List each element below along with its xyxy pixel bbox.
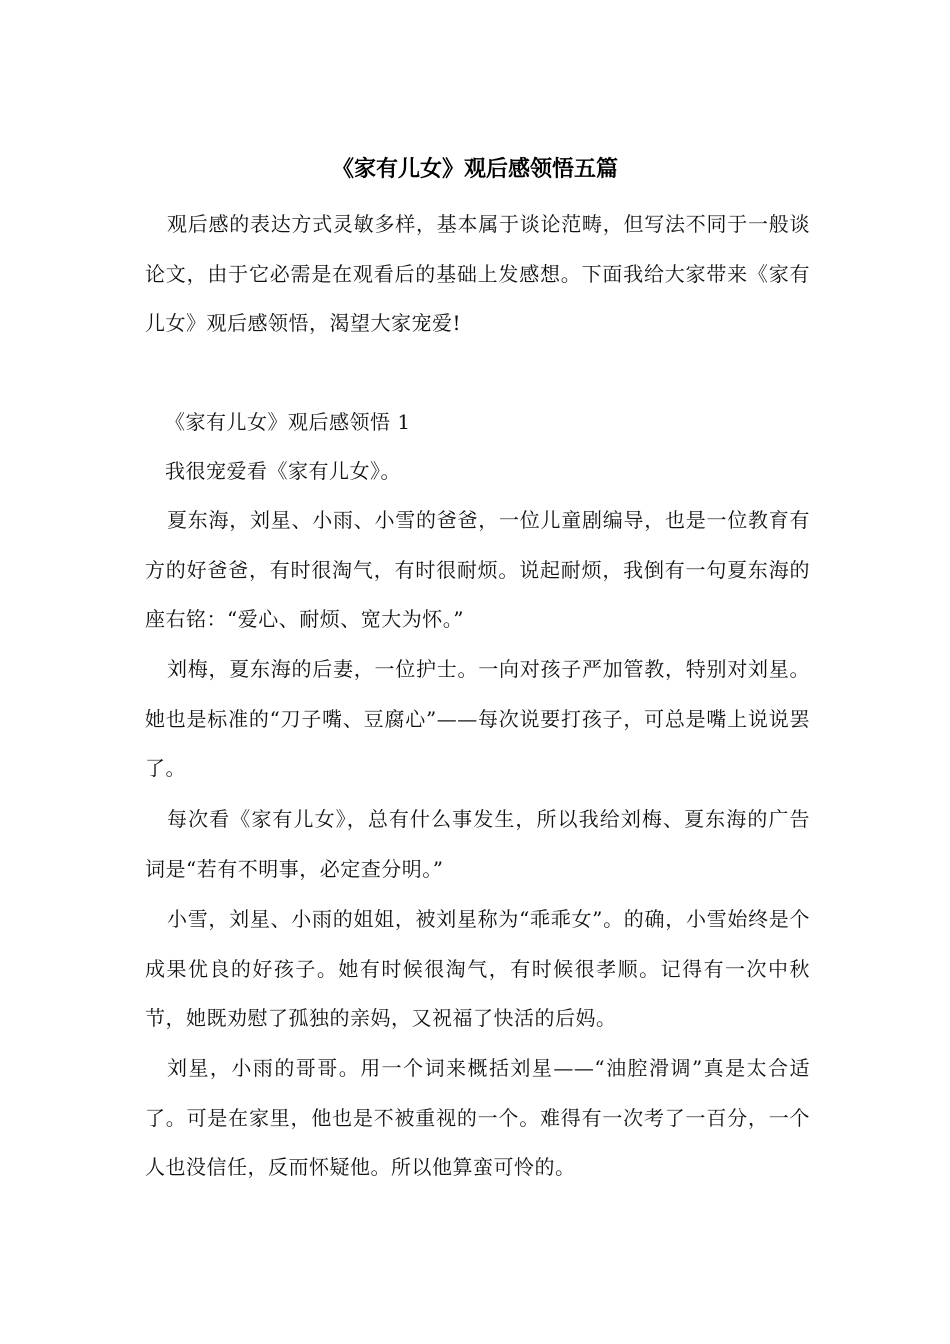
paragraph-4: 每次看《家有儿女》，总有什么事发生，所以我给刘梅、夏东海的广告词是“若有不明事，必定查分明。” [145,807,810,881]
paragraph-6: 刘星，小雨的哥哥。用一个词来概括刘星——“油腔滑调”真是太合适了。可是在家里，他也是不被重视的一个。难得有一次考了一百分，一个人也没信任，反而怀疑他。所以他算蛮可怜的。 [145,1056,810,1179]
paragraph-2: 夏东海，刘星、小雨、小雪的爸爸，一位儿童剧编导，也是一位教育有方的好爸爸，有时很淘气，有时很耐烦。说起耐烦，我倒有一句夏东海的座右铭：“爱心、耐烦、宽大为怀。” [145,508,810,631]
paragraph-5: 小雪，刘星、小雨的姐姐，被刘星称为“乖乖女”。的确，小雪始终是个成果优良的好孩子。她有时候很淘气，有时候很孝顺。记得有一次中秋节，她既劝慰了孤独的亲妈，又祝福了快活的后妈。 [145,907,810,1030]
paragraph-1: 我很宠爱看《家有儿女》。 [165,459,401,483]
intro-paragraph: 观后感的表达方式灵敏多样，基本属于谈论范畴，但写法不同于一般谈论文，由于它必需是在观看后的基础上发感想。下面我给大家带来《家有儿女》观后感领悟，渴望大家宠爱! [145,212,810,335]
document-title: 《家有儿女》观后感领悟五篇 [331,157,618,182]
section-heading: 《家有儿女》观后感领悟 1 [165,410,411,434]
paragraph-3: 刘梅，夏东海的后妻，一位护士。一向对孩子严加管教，特别对刘星。她也是标准的“刀子嘴、豆腐心”——每次说要打孩子，可总是嘴上说说罢了。 [145,657,810,780]
